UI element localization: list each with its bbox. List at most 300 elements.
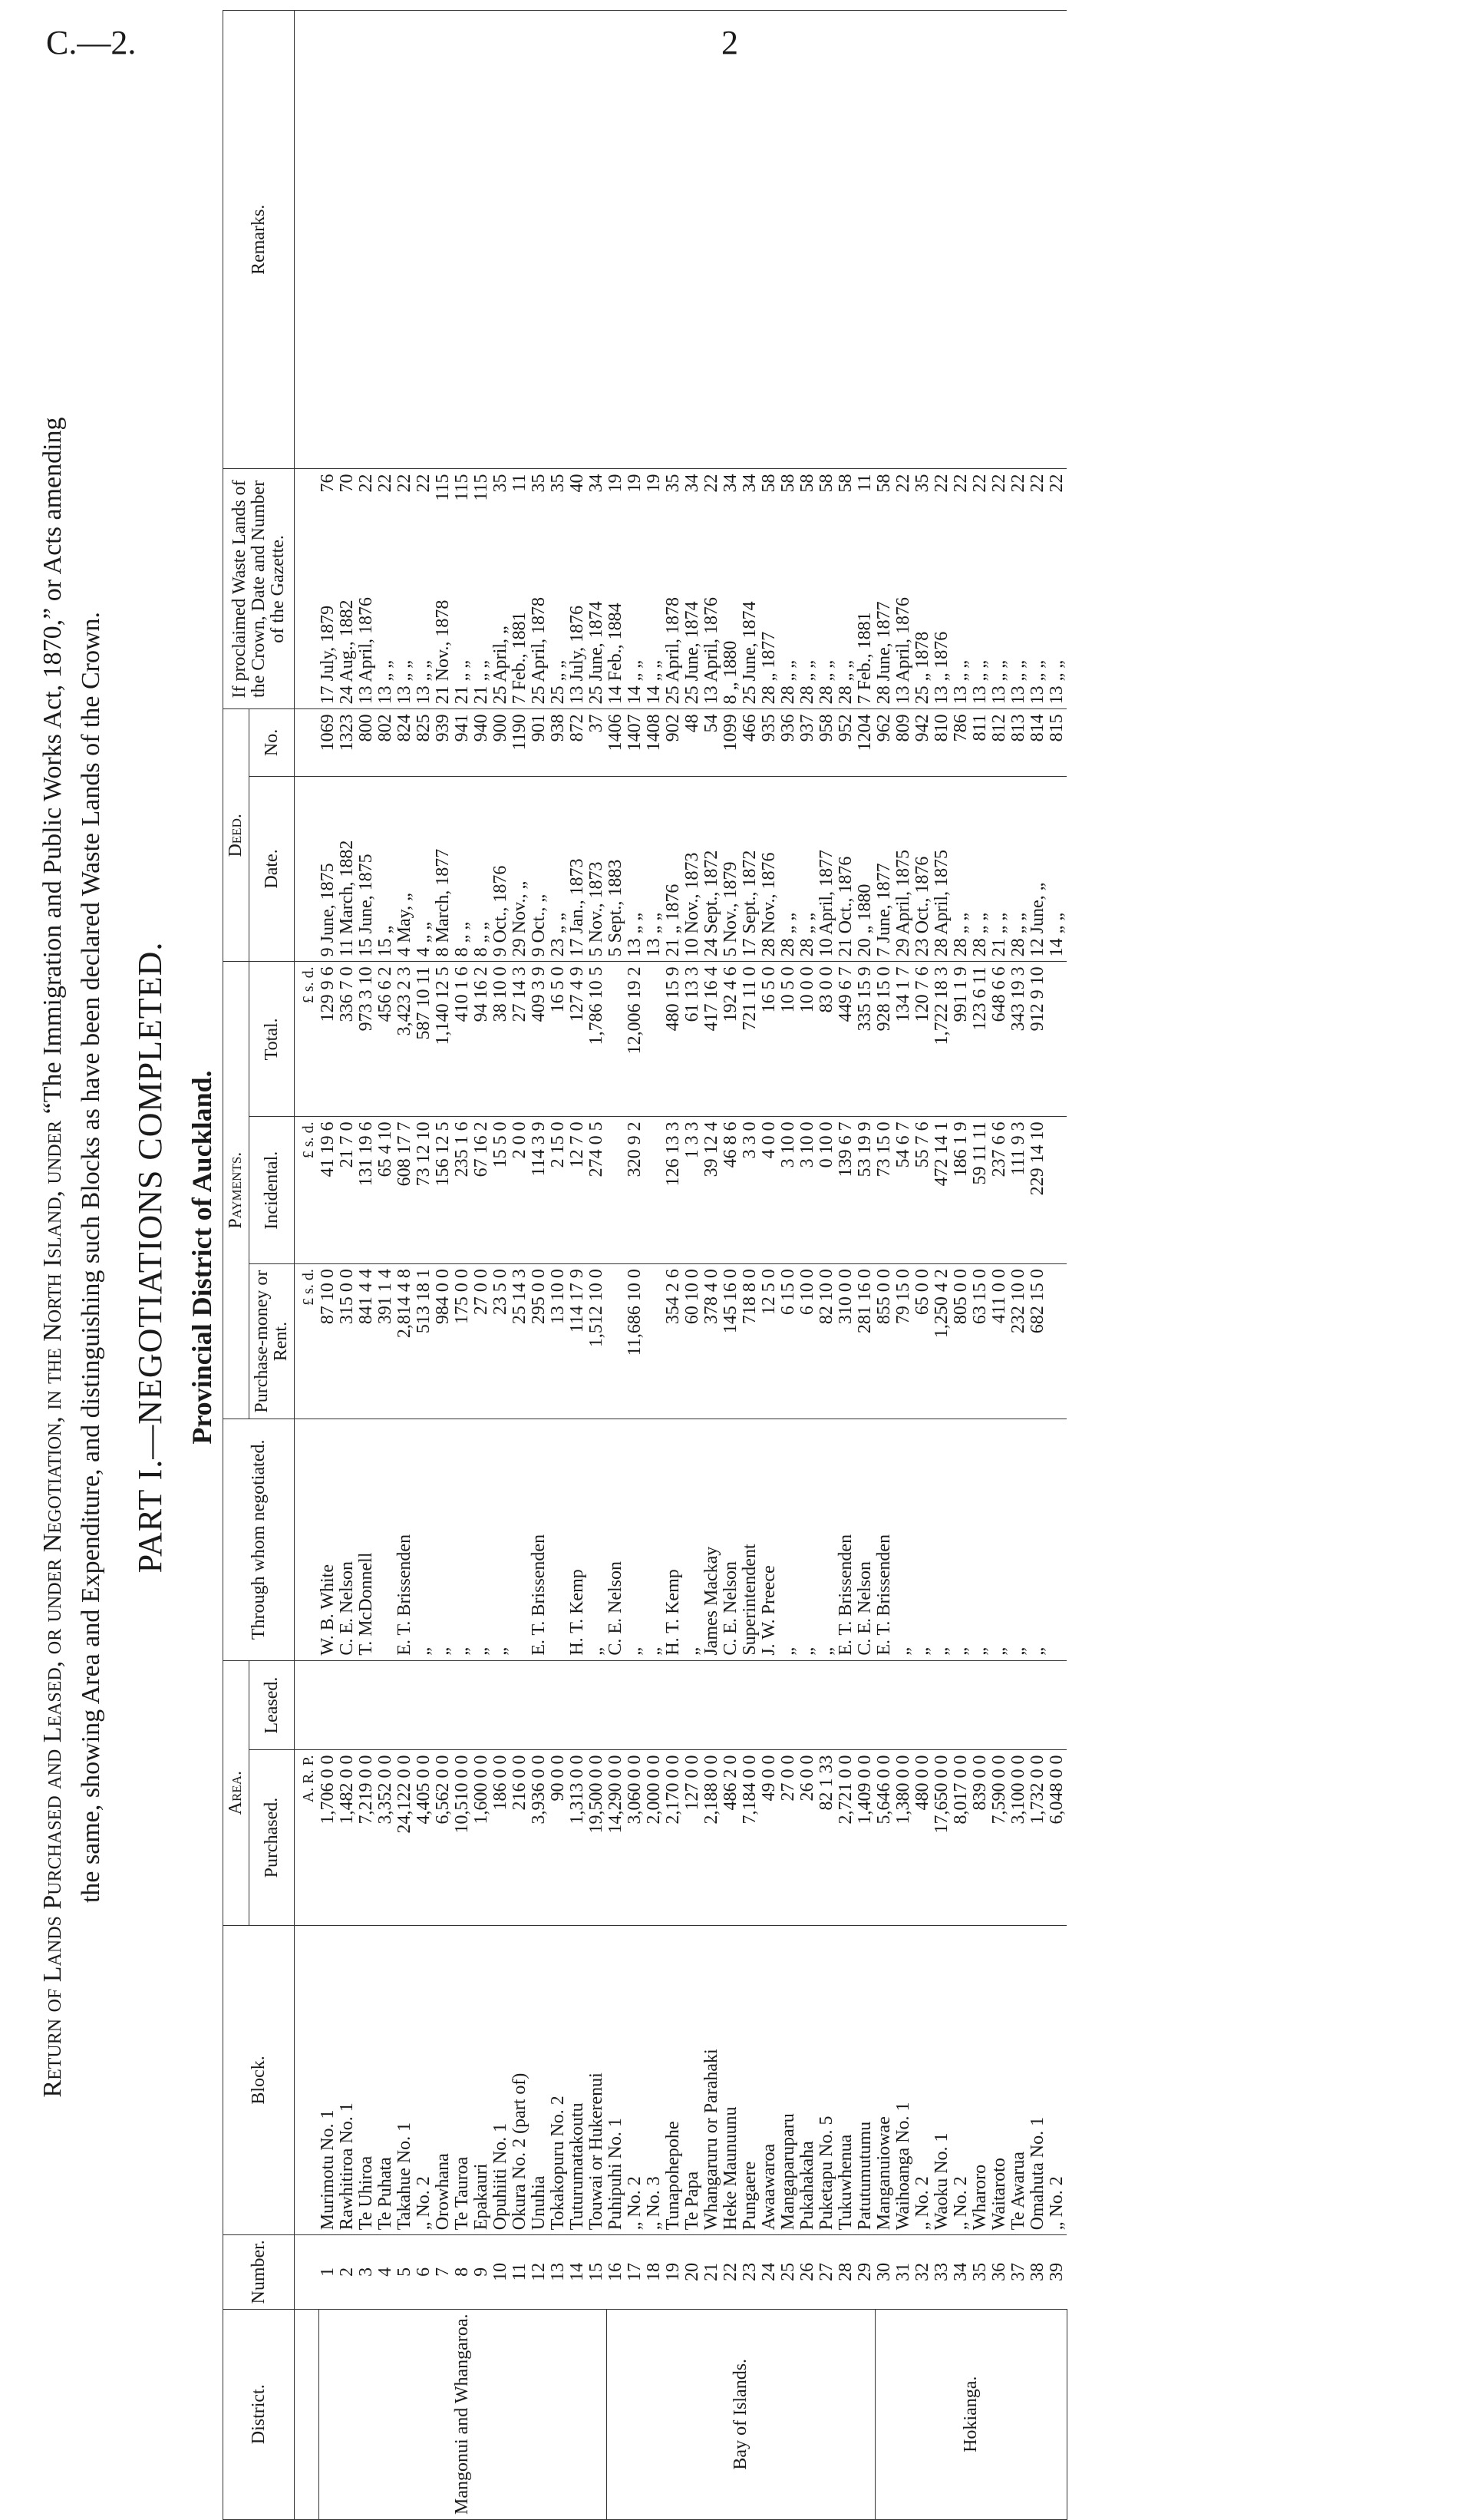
purchase-money <box>1047 1264 1067 1419</box>
gazette-date-text: 13 „ „ <box>394 660 414 705</box>
area-purchased: 3,100 0 0 <box>1009 1750 1028 1925</box>
gazette-date-text: 13 „ „ <box>375 660 395 705</box>
gazette-date-text: 28 „ „ <box>836 660 856 705</box>
remarks <box>587 11 606 469</box>
area-leased <box>338 1660 357 1750</box>
gazette-date <box>510 469 529 709</box>
total: 409 3 9 <box>529 962 549 1117</box>
area-purchased: 1,313 0 0 <box>568 1750 587 1925</box>
deed-date: 15 June, 1875 <box>357 776 376 962</box>
row-number: 23 <box>741 2235 760 2309</box>
deed-number: 940 <box>472 709 491 776</box>
area-purchased: 6,562 0 0 <box>434 1750 453 1925</box>
table-row <box>510 11 529 2520</box>
purchase-money: 841 4 4 <box>357 1264 376 1419</box>
block-name: Rawhitiroa No. 1 <box>338 1925 357 2235</box>
remarks <box>357 11 376 469</box>
table-row <box>760 11 779 2520</box>
table-row <box>338 11 357 2520</box>
gazette-number: 58 <box>759 474 779 493</box>
remarks <box>932 11 952 469</box>
gazette-number: 22 <box>701 474 721 493</box>
remarks <box>549 11 568 469</box>
deed-date: 5 Nov., 1879 <box>721 776 741 962</box>
incidental: 4 0 0 <box>760 1117 779 1264</box>
block-name: „ No. 2 <box>913 1925 932 2235</box>
area-leased <box>760 1660 779 1750</box>
total: 12,006 19 2 <box>625 962 645 1117</box>
purchase-money: 60 10 0 <box>683 1264 702 1419</box>
gazette-number: 22 <box>1047 474 1067 493</box>
gazette-number: 40 <box>567 474 587 493</box>
gazette-number: 35 <box>663 474 683 493</box>
negotiator: „ <box>952 1419 971 1661</box>
gazette-date-text: 21 Nov., 1878 <box>433 599 453 705</box>
total: 1,786 10 5 <box>587 962 606 1117</box>
negotiator: E. T. Brissenden <box>875 1419 894 1661</box>
total <box>606 962 625 1117</box>
area-leased <box>664 1660 683 1750</box>
deed-date: 28 „ „ <box>798 776 817 962</box>
row-number: 37 <box>1009 2235 1028 2309</box>
area-leased <box>683 1660 702 1750</box>
row-number: 6 <box>414 2235 434 2309</box>
negotiator: Superintendent <box>741 1419 760 1661</box>
negotiator: „ <box>932 1419 952 1661</box>
purchase-money: 232 10 0 <box>1009 1264 1028 1419</box>
area-purchased: 82 1 33 <box>817 1750 836 1925</box>
gazette-date <box>549 469 568 709</box>
purchase-money: 281 16 0 <box>856 1264 875 1419</box>
remarks <box>1028 11 1047 469</box>
area-leased <box>721 1660 741 1750</box>
deed-number: 935 <box>760 709 779 776</box>
negotiator: „ <box>1009 1419 1028 1661</box>
area-units: A. R. P. <box>295 1750 319 1925</box>
total: 16 5 0 <box>760 962 779 1117</box>
area-purchased: 27 0 0 <box>779 1750 798 1925</box>
row-number: 5 <box>395 2235 414 2309</box>
table-row <box>1028 11 1047 2520</box>
block-name: Omahuta No. 1 <box>1028 1925 1047 2235</box>
block-name: Opuhiiti No. 1 <box>491 1925 510 2235</box>
incidental: 53 19 9 <box>856 1117 875 1264</box>
col-district: District. <box>223 2309 295 2519</box>
area-leased <box>1047 1660 1067 1750</box>
deed-number: 962 <box>875 709 894 776</box>
gazette-date-text: 24 Aug., 1882 <box>337 599 357 705</box>
area-leased <box>971 1660 990 1750</box>
table-row <box>741 11 760 2520</box>
col-payments: Payments. <box>223 962 249 1419</box>
row-number: 15 <box>587 2235 606 2309</box>
area-purchased: 2,188 0 0 <box>702 1750 721 1925</box>
area-purchased: 4,405 0 0 <box>414 1750 434 1925</box>
area-purchased: 7,219 0 0 <box>357 1750 376 1925</box>
deed-number: 900 <box>491 709 510 776</box>
deed-number: 1407 <box>625 709 645 776</box>
gazette-number: 58 <box>797 474 817 493</box>
area-purchased: 26 0 0 <box>798 1750 817 1925</box>
incidental: 229 14 10 <box>1028 1117 1047 1264</box>
negotiations-table <box>223 10 1067 2520</box>
block-name: „ No. 3 <box>645 1925 664 2235</box>
total: 127 4 9 <box>568 962 587 1117</box>
area-leased <box>625 1660 645 1750</box>
remarks <box>990 11 1009 469</box>
row-number: 38 <box>1028 2235 1047 2309</box>
area-purchased: 3,352 0 0 <box>376 1750 395 1925</box>
total: 912 9 10 <box>1028 962 1047 1117</box>
deed-date: 28 April, 1875 <box>932 776 952 962</box>
gazette-date <box>1047 469 1067 709</box>
deed-number: 54 <box>702 709 721 776</box>
col-deed: Deed. <box>223 709 249 962</box>
deed-number: 466 <box>741 709 760 776</box>
incidental: 21 7 0 <box>338 1117 357 1264</box>
total: 10 0 0 <box>798 962 817 1117</box>
total: 3,423 2 3 <box>395 962 414 1117</box>
incidental: 126 13 3 <box>664 1117 683 1264</box>
total: 94 16 2 <box>472 962 491 1117</box>
incidental: 608 17 7 <box>395 1117 414 1264</box>
area-purchased: 1,732 0 0 <box>1028 1750 1047 1925</box>
incidental: 46 8 6 <box>721 1117 741 1264</box>
gazette-number: 22 <box>893 474 913 493</box>
gazette-date <box>606 469 625 709</box>
gazette-date-text: 28 „ „ <box>816 660 836 705</box>
area-purchased: 7,590 0 0 <box>990 1750 1009 1925</box>
block-name: Manganuiowae <box>875 1925 894 2235</box>
gazette-number: 22 <box>375 474 395 493</box>
col-block: Block. <box>223 1925 295 2235</box>
units-row <box>295 11 319 2520</box>
remarks <box>434 11 453 469</box>
table-row <box>971 11 990 2520</box>
deed-number: 941 <box>453 709 472 776</box>
negotiator: „ <box>434 1419 453 1661</box>
purchase-money: 145 16 0 <box>721 1264 741 1419</box>
row-number: 2 <box>338 2235 357 2309</box>
total: 10 5 0 <box>779 962 798 1117</box>
negotiator: C. E. Nelson <box>338 1419 357 1661</box>
purchase-money: 411 0 0 <box>990 1264 1009 1419</box>
table-row <box>529 11 549 2520</box>
negotiator: E. T. Brissenden <box>395 1419 414 1661</box>
gazette-date <box>817 469 836 709</box>
gazette-date-text: 13 April, 1876 <box>701 597 721 705</box>
area-purchased: 127 0 0 <box>683 1750 702 1925</box>
block-name: Te Awarua <box>1009 1925 1028 2235</box>
gazette-date <box>894 469 913 709</box>
table-row <box>434 11 453 2520</box>
area-purchased: 1,706 0 0 <box>318 1750 338 1925</box>
total: 134 1 7 <box>894 962 913 1117</box>
deed-date: 28 „ „ <box>971 776 990 962</box>
table-row <box>779 11 798 2520</box>
table-row <box>625 11 645 2520</box>
deed-date: 13 „ „ <box>625 776 645 962</box>
row-number: 20 <box>683 2235 702 2309</box>
gazette-date <box>952 469 971 709</box>
gazette-date-text: 28 „ „ <box>778 660 798 705</box>
incidental: 1 3 3 <box>683 1117 702 1264</box>
district-label: Hokianga. <box>875 2309 1067 2519</box>
gazette-number: 35 <box>529 474 549 493</box>
deed-date: 24 Sept., 1872 <box>702 776 721 962</box>
total: 417 16 4 <box>702 962 721 1117</box>
row-number: 19 <box>664 2235 683 2309</box>
total: 27 14 3 <box>510 962 529 1117</box>
row-number: 7 <box>434 2235 453 2309</box>
table-row <box>453 11 472 2520</box>
block-name: Takahue No. 1 <box>395 1925 414 2235</box>
row-number: 31 <box>894 2235 913 2309</box>
remarks <box>395 11 414 469</box>
deed-date: 23 „ „ <box>549 776 568 962</box>
incidental: 2 0 0 <box>510 1117 529 1264</box>
purchase-money: 114 17 9 <box>568 1264 587 1419</box>
row-number: 13 <box>549 2235 568 2309</box>
row-number: 24 <box>760 2235 779 2309</box>
purchase-money: 984 0 0 <box>434 1264 453 1419</box>
page-reference: C.—2. <box>46 24 137 61</box>
area-leased <box>434 1660 453 1750</box>
deed-number: 1204 <box>856 709 875 776</box>
remarks <box>913 11 932 469</box>
deed-date: 29 April, 1875 <box>894 776 913 962</box>
table-row <box>587 11 606 2520</box>
area-purchased: 2,000 0 0 <box>645 1750 664 1925</box>
table-row <box>932 11 952 2520</box>
col-area: Area. <box>223 1660 249 1925</box>
deed-date: 9 Oct., „ <box>529 776 549 962</box>
area-leased <box>836 1660 856 1750</box>
gazette-number: 11 <box>855 474 875 492</box>
remarks <box>606 11 625 469</box>
gazette-date-text: 25 April, 1878 <box>529 597 549 705</box>
block-name: Touwai or Hukerenui <box>587 1925 606 2235</box>
negotiator <box>1047 1419 1067 1661</box>
purchase-money: 855 0 0 <box>875 1264 894 1419</box>
page-number: 2 <box>721 24 738 61</box>
gazette-number: 22 <box>414 474 434 493</box>
deed-number: 1323 <box>338 709 357 776</box>
gazette-number: 58 <box>816 474 836 493</box>
incidental <box>1047 1117 1067 1264</box>
remarks <box>529 11 549 469</box>
area-leased <box>856 1660 875 1750</box>
gazette-date <box>318 469 338 709</box>
row-number: 36 <box>990 2235 1009 2309</box>
incidental: 237 6 6 <box>990 1117 1009 1264</box>
gazette-date <box>453 469 472 709</box>
col-incidental: Incidental. <box>249 1117 295 1264</box>
area-purchased: 2,721 0 0 <box>836 1750 856 1925</box>
purchase-money: 79 15 0 <box>894 1264 913 1419</box>
gazette-date <box>721 469 741 709</box>
row-number: 3 <box>357 2235 376 2309</box>
row-number: 21 <box>702 2235 721 2309</box>
area-purchased: 90 0 0 <box>549 1750 568 1925</box>
incidental: 39 12 4 <box>702 1117 721 1264</box>
deed-number: 937 <box>798 709 817 776</box>
remarks <box>952 11 971 469</box>
table-row <box>645 11 664 2520</box>
block-name: „ No. 2 <box>625 1925 645 2235</box>
negotiator: C. E. Nelson <box>606 1419 625 1661</box>
table-row <box>683 11 702 2520</box>
area-purchased: 24,122 0 0 <box>395 1750 414 1925</box>
total <box>645 962 664 1117</box>
purchase-money: 87 10 0 <box>318 1264 338 1419</box>
row-number: 18 <box>645 2235 664 2309</box>
purchase-money: 63 15 0 <box>971 1264 990 1419</box>
col-deed-no: No. <box>249 709 295 776</box>
table-row <box>990 11 1009 2520</box>
total: 1,722 18 3 <box>932 962 952 1117</box>
gazette-number: 58 <box>778 474 798 493</box>
incidental: 3 3 0 <box>741 1117 760 1264</box>
deed-date: 17 Jan., 1873 <box>568 776 587 962</box>
total: 83 0 0 <box>817 962 836 1117</box>
gazette-number: 22 <box>951 474 971 493</box>
block-name: Te Tauroa <box>453 1925 472 2235</box>
negotiator: „ <box>472 1419 491 1661</box>
gazette-number: 22 <box>932 474 952 493</box>
incidental: 186 1 9 <box>952 1117 971 1264</box>
purchase-money: 25 14 3 <box>510 1264 529 1419</box>
area-leased <box>510 1660 529 1750</box>
row-number: 16 <box>606 2235 625 2309</box>
gazette-date-text: 14 „ „ <box>625 660 645 705</box>
total: 410 1 6 <box>453 962 472 1117</box>
row-number: 34 <box>952 2235 971 2309</box>
remarks <box>779 11 798 469</box>
area-purchased: 1,380 0 0 <box>894 1750 913 1925</box>
area-purchased: 1,600 0 0 <box>472 1750 491 1925</box>
gazette-date <box>1028 469 1047 709</box>
negotiator: „ <box>798 1419 817 1661</box>
deed-number: 872 <box>568 709 587 776</box>
deed-number: 1190 <box>510 709 529 776</box>
table-row <box>836 11 856 2520</box>
remarks <box>510 11 529 469</box>
purchase-money: 354 2 6 <box>664 1264 683 1419</box>
deed-number: 1408 <box>645 709 664 776</box>
remarks <box>741 11 760 469</box>
total: 343 19 3 <box>1009 962 1028 1117</box>
incidental: 15 5 0 <box>491 1117 510 1264</box>
deed-date: 8 March, 1877 <box>434 776 453 962</box>
deed-date: 8 „ „ <box>472 776 491 962</box>
block-name: Te Uhiroa <box>357 1925 376 2235</box>
remarks <box>376 11 395 469</box>
total: 1,140 12 5 <box>434 962 453 1117</box>
purchase-money: 1,250 4 2 <box>932 1264 952 1419</box>
total: 336 7 0 <box>338 962 357 1117</box>
gazette-date <box>875 469 894 709</box>
area-purchased: 5,646 0 0 <box>875 1750 894 1925</box>
block-name: Waihoanga No. 1 <box>894 1925 913 2235</box>
remarks <box>568 11 587 469</box>
gazette-date-text: 25 „ „ <box>548 660 568 705</box>
deed-number: 800 <box>357 709 376 776</box>
block-name: Puhipuhi No. 1 <box>606 1925 625 2235</box>
negotiator: „ <box>453 1419 472 1661</box>
area-leased <box>1009 1660 1028 1750</box>
row-number: 39 <box>1047 2235 1067 2309</box>
block-name: Unuhia <box>529 1925 549 2235</box>
gazette-date <box>836 469 856 709</box>
negotiator: „ <box>683 1419 702 1661</box>
area-leased <box>414 1660 434 1750</box>
deed-date: 14 „ „ <box>1047 776 1067 962</box>
deed-date: 9 Oct., 1876 <box>491 776 510 962</box>
table-row <box>357 11 376 2520</box>
return-title-part-b: “The Immigration and Public Works Act, 1870,” or Acts amending <box>38 417 67 1115</box>
table-row <box>875 11 894 2520</box>
gazette-date-text: 25 June, 1874 <box>682 601 702 705</box>
row-number: 14 <box>568 2235 587 2309</box>
deed-number: 786 <box>952 709 971 776</box>
gazette-number: 70 <box>337 474 357 493</box>
part-heading: PART I.—NEGOTIATIONS COMPLETED. <box>131 941 169 1574</box>
gazette-date <box>472 469 491 709</box>
table-row <box>318 11 338 2520</box>
deed-date: 10 Nov., 1873 <box>683 776 702 962</box>
gazette-date-text: 13 „ „ <box>970 660 990 705</box>
table-row <box>1009 11 1028 2520</box>
deed-number: 1406 <box>606 709 625 776</box>
gazette-date <box>779 469 798 709</box>
deed-date: 28 Nov., 1876 <box>760 776 779 962</box>
deed-number: 815 <box>1047 709 1067 776</box>
purchase-money: 391 1 4 <box>376 1264 395 1419</box>
incidental: 235 1 6 <box>453 1117 472 1264</box>
row-number: 10 <box>491 2235 510 2309</box>
gazette-number: 34 <box>682 474 702 493</box>
table-row <box>913 11 932 2520</box>
deed-date: 4 May, „ <box>395 776 414 962</box>
area-leased <box>491 1660 510 1750</box>
gazette-date-text: 25 June, 1874 <box>586 601 606 705</box>
deed-number: 942 <box>913 709 932 776</box>
total: 120 7 6 <box>913 962 932 1117</box>
table-row <box>856 11 875 2520</box>
gazette-number: 22 <box>1008 474 1028 493</box>
row-number: 12 <box>529 2235 549 2309</box>
col-leased: Leased. <box>249 1660 295 1750</box>
gazette-date-text: 21 „ „ <box>471 660 491 705</box>
row-number: 25 <box>779 2235 798 2309</box>
area-leased <box>568 1660 587 1750</box>
gazette-date <box>529 469 549 709</box>
remarks <box>798 11 817 469</box>
row-number: 4 <box>376 2235 395 2309</box>
deed-date: 21 Oct., 1876 <box>836 776 856 962</box>
gazette-date <box>395 469 414 709</box>
gazette-number: 19 <box>644 474 664 493</box>
block-name: Murimotu No. 1 <box>318 1925 338 2235</box>
table-row <box>395 11 414 2520</box>
gazette-date <box>357 469 376 709</box>
purchase-money: 11,686 10 0 <box>625 1264 645 1419</box>
purchase-money <box>645 1264 664 1419</box>
remarks <box>645 11 664 469</box>
deed-date: 21 „ „ <box>990 776 1009 962</box>
deed-number: 952 <box>836 709 856 776</box>
